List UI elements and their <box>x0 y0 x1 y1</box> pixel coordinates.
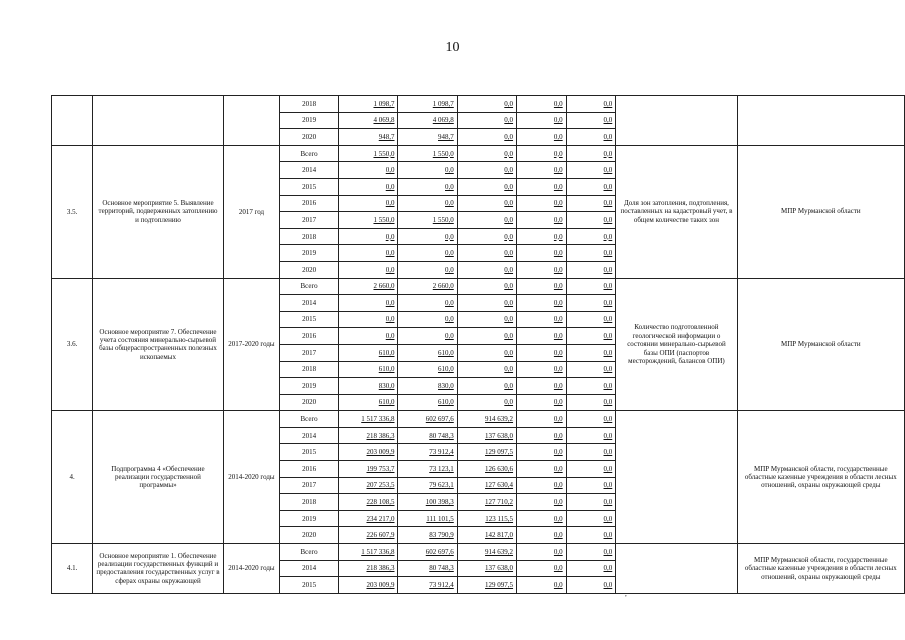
year-cell: 2014 <box>280 427 339 444</box>
total-cell: 1 550,0 <box>338 212 398 229</box>
year-cell: 2020 <box>280 261 339 278</box>
regional-budget-cell: 610,0 <box>398 361 457 378</box>
indicator-cell: Доля зон затопления, подтопления, поставленных на кадастровый учет, в общем количестве таких зон <box>616 145 737 278</box>
table-row <box>52 145 905 162</box>
total-cell: 610,0 <box>338 394 398 411</box>
other-sources-cell: 0,0 <box>566 245 616 262</box>
total-cell: 226 607,9 <box>338 527 398 544</box>
year-cell: 2019 <box>280 378 339 395</box>
regional-budget-cell: 80 748,3 <box>398 560 457 577</box>
local-budget-cell: 0,0 <box>517 328 567 345</box>
program-name <box>93 96 223 146</box>
total-cell: 0,0 <box>338 245 398 262</box>
total-cell: 1 517 336,8 <box>338 411 398 428</box>
row-number: 3.6. <box>52 278 93 411</box>
other-sources-cell: 0,0 <box>566 361 616 378</box>
budget-table-body <box>52 96 905 594</box>
total-cell: 0,0 <box>338 162 398 179</box>
other-sources-cell: 0,0 <box>566 527 616 544</box>
year-cell: Всего <box>280 145 339 162</box>
regional-budget-cell: 1 550,0 <box>398 212 457 229</box>
total-cell: 234 217,0 <box>338 510 398 527</box>
year-cell: 2018 <box>280 228 339 245</box>
regional-budget-cell: 0,0 <box>398 328 457 345</box>
regional-budget-cell: 111 101,5 <box>398 510 457 527</box>
other-sources-cell: 0,0 <box>566 577 616 594</box>
stray-mark: , <box>625 590 627 598</box>
regional-budget-cell: 0,0 <box>398 195 457 212</box>
federal-budget-cell: 142 817,0 <box>457 527 516 544</box>
federal-budget-cell: 0,0 <box>457 212 516 229</box>
regional-budget-cell: 73 912,4 <box>398 577 457 594</box>
local-budget-cell: 0,0 <box>517 544 567 561</box>
program-name: Основное мероприятие 7. Обеспечение учета состояния минерально-сырьевой базы общераспространенных полезных ископаемых <box>93 278 223 411</box>
table-row <box>52 411 905 428</box>
total-cell: 207 253,5 <box>338 477 398 494</box>
year-cell: 2016 <box>280 328 339 345</box>
federal-budget-cell: 0,0 <box>457 261 516 278</box>
local-budget-cell: 0,0 <box>517 510 567 527</box>
implementation-period: 2014-2020 годы <box>223 544 280 594</box>
year-cell: 2020 <box>280 129 339 146</box>
local-budget-cell: 0,0 <box>517 145 567 162</box>
total-cell: 610,0 <box>338 344 398 361</box>
regional-budget-cell: 0,0 <box>398 295 457 312</box>
year-cell: Всего <box>280 544 339 561</box>
total-cell: 0,0 <box>338 195 398 212</box>
year-cell: Всего <box>280 411 339 428</box>
total-cell: 830,0 <box>338 378 398 395</box>
local-budget-cell: 0,0 <box>517 162 567 179</box>
federal-budget-cell: 0,0 <box>457 394 516 411</box>
other-sources-cell: 0,0 <box>566 162 616 179</box>
year-cell: 2014 <box>280 560 339 577</box>
total-cell: 199 753,7 <box>338 461 398 478</box>
year-cell: 2019 <box>280 112 339 129</box>
executor-cell: МПР Мурманской области <box>737 145 904 278</box>
local-budget-cell: 0,0 <box>517 344 567 361</box>
other-sources-cell: 0,0 <box>566 278 616 295</box>
other-sources-cell: 0,0 <box>566 178 616 195</box>
regional-budget-cell: 79 623,1 <box>398 477 457 494</box>
program-name: Основное мероприятие 1. Обеспечение реализации государственных функций и предоставления государственных услуг в сферах охраны окружающей <box>93 544 223 594</box>
total-cell: 1 517 336,8 <box>338 544 398 561</box>
federal-budget-cell: 129 097,5 <box>457 577 516 594</box>
total-cell: 1 550,0 <box>338 145 398 162</box>
implementation-period: 2017-2020 годы <box>223 278 280 411</box>
other-sources-cell: 0,0 <box>566 212 616 229</box>
executor-cell: МПР Мурманской области, государственные областные казенные учреждения в области лесных отношений, охраны окружающей среды <box>737 411 904 544</box>
federal-budget-cell: 129 097,5 <box>457 444 516 461</box>
other-sources-cell: 0,0 <box>566 444 616 461</box>
year-cell: 2015 <box>280 444 339 461</box>
other-sources-cell: 0,0 <box>566 494 616 511</box>
regional-budget-cell: 73 123,1 <box>398 461 457 478</box>
local-budget-cell: 0,0 <box>517 461 567 478</box>
other-sources-cell: 0,0 <box>566 461 616 478</box>
local-budget-cell: 0,0 <box>517 261 567 278</box>
local-budget-cell: 0,0 <box>517 112 567 129</box>
federal-budget-cell: 137 638,0 <box>457 560 516 577</box>
regional-budget-cell: 4 069,8 <box>398 112 457 129</box>
regional-budget-cell: 602 697,6 <box>398 411 457 428</box>
regional-budget-cell: 830,0 <box>398 378 457 395</box>
total-cell: 610,0 <box>338 361 398 378</box>
other-sources-cell: 0,0 <box>566 228 616 245</box>
regional-budget-cell: 0,0 <box>398 311 457 328</box>
local-budget-cell: 0,0 <box>517 577 567 594</box>
year-cell: 2018 <box>280 96 339 113</box>
indicator-cell <box>616 411 737 544</box>
other-sources-cell: 0,0 <box>566 411 616 428</box>
executor-cell: МПР Мурманской области <box>737 278 904 411</box>
regional-budget-cell: 83 790,9 <box>398 527 457 544</box>
local-budget-cell: 0,0 <box>517 178 567 195</box>
federal-budget-cell: 0,0 <box>457 245 516 262</box>
year-cell: 2015 <box>280 577 339 594</box>
federal-budget-cell: 0,0 <box>457 162 516 179</box>
federal-budget-cell: 127 630,4 <box>457 477 516 494</box>
regional-budget-cell: 2 660,0 <box>398 278 457 295</box>
other-sources-cell: 0,0 <box>566 129 616 146</box>
table-row <box>52 278 905 295</box>
year-cell: 2018 <box>280 361 339 378</box>
local-budget-cell: 0,0 <box>517 311 567 328</box>
federal-budget-cell: 0,0 <box>457 361 516 378</box>
federal-budget-cell: 0,0 <box>457 145 516 162</box>
regional-budget-cell: 0,0 <box>398 261 457 278</box>
year-cell: 2014 <box>280 295 339 312</box>
indicator-cell <box>616 96 737 146</box>
local-budget-cell: 0,0 <box>517 560 567 577</box>
regional-budget-cell: 948,7 <box>398 129 457 146</box>
row-number <box>52 96 93 146</box>
other-sources-cell: 0,0 <box>566 112 616 129</box>
local-budget-cell: 0,0 <box>517 195 567 212</box>
year-cell: 2017 <box>280 212 339 229</box>
row-number: 4.1. <box>52 544 93 594</box>
total-cell: 0,0 <box>338 228 398 245</box>
local-budget-cell: 0,0 <box>517 494 567 511</box>
regional-budget-cell: 100 398,3 <box>398 494 457 511</box>
regional-budget-cell: 610,0 <box>398 344 457 361</box>
indicator-cell: Количество подготовленной геологической информации о состоянии минерально-сырьевой базы ОПИ (паспортов месторождений, балансов ОПИ) <box>616 278 737 411</box>
year-cell: 2015 <box>280 311 339 328</box>
other-sources-cell: 0,0 <box>566 311 616 328</box>
regional-budget-cell: 0,0 <box>398 228 457 245</box>
implementation-period: 2017 год <box>223 145 280 278</box>
year-cell: 2017 <box>280 477 339 494</box>
total-cell: 0,0 <box>338 295 398 312</box>
other-sources-cell: 0,0 <box>566 145 616 162</box>
year-cell: 2014 <box>280 162 339 179</box>
executor-cell: МПР Мурманской области, государственные областные казенные учреждения в области лесных отношений, охраны окружающей среды <box>737 544 904 594</box>
federal-budget-cell: 0,0 <box>457 195 516 212</box>
regional-budget-cell: 610,0 <box>398 394 457 411</box>
year-cell: 2016 <box>280 195 339 212</box>
local-budget-cell: 0,0 <box>517 527 567 544</box>
local-budget-cell: 0,0 <box>517 427 567 444</box>
row-number: 3.5. <box>52 145 93 278</box>
federal-budget-cell: 0,0 <box>457 295 516 312</box>
federal-budget-cell: 0,0 <box>457 178 516 195</box>
local-budget-cell: 0,0 <box>517 245 567 262</box>
local-budget-cell: 0,0 <box>517 228 567 245</box>
other-sources-cell: 0,0 <box>566 295 616 312</box>
year-cell: 2016 <box>280 461 339 478</box>
budget-table <box>51 95 905 594</box>
local-budget-cell: 0,0 <box>517 477 567 494</box>
total-cell: 1 098,7 <box>338 96 398 113</box>
regional-budget-cell: 80 748,3 <box>398 427 457 444</box>
local-budget-cell: 0,0 <box>517 394 567 411</box>
total-cell: 948,7 <box>338 129 398 146</box>
other-sources-cell: 0,0 <box>566 477 616 494</box>
other-sources-cell: 0,0 <box>566 394 616 411</box>
year-cell: 2018 <box>280 494 339 511</box>
local-budget-cell: 0,0 <box>517 411 567 428</box>
regional-budget-cell: 73 912,4 <box>398 444 457 461</box>
total-cell: 0,0 <box>338 328 398 345</box>
other-sources-cell: 0,0 <box>566 378 616 395</box>
row-number: 4. <box>52 411 93 544</box>
federal-budget-cell: 0,0 <box>457 278 516 295</box>
local-budget-cell: 0,0 <box>517 278 567 295</box>
regional-budget-cell: 0,0 <box>398 162 457 179</box>
total-cell: 0,0 <box>338 311 398 328</box>
year-cell: 2019 <box>280 245 339 262</box>
federal-budget-cell: 914 639,2 <box>457 544 516 561</box>
federal-budget-cell: 0,0 <box>457 344 516 361</box>
year-cell: 2015 <box>280 178 339 195</box>
total-cell: 2 660,0 <box>338 278 398 295</box>
other-sources-cell: 0,0 <box>566 328 616 345</box>
executor-cell <box>737 96 904 146</box>
federal-budget-cell: 0,0 <box>457 328 516 345</box>
federal-budget-cell: 0,0 <box>457 96 516 113</box>
other-sources-cell: 0,0 <box>566 560 616 577</box>
total-cell: 203 009,9 <box>338 577 398 594</box>
federal-budget-cell: 126 630,6 <box>457 461 516 478</box>
total-cell: 218 386,3 <box>338 427 398 444</box>
table-row <box>52 544 905 561</box>
federal-budget-cell: 0,0 <box>457 378 516 395</box>
year-cell: 2019 <box>280 510 339 527</box>
local-budget-cell: 0,0 <box>517 96 567 113</box>
local-budget-cell: 0,0 <box>517 444 567 461</box>
total-cell: 203 009,9 <box>338 444 398 461</box>
total-cell: 218 386,3 <box>338 560 398 577</box>
federal-budget-cell: 123 115,5 <box>457 510 516 527</box>
regional-budget-cell: 1 098,7 <box>398 96 457 113</box>
total-cell: 0,0 <box>338 261 398 278</box>
other-sources-cell: 0,0 <box>566 344 616 361</box>
total-cell: 4 069,8 <box>338 112 398 129</box>
federal-budget-cell: 0,0 <box>457 228 516 245</box>
regional-budget-cell: 0,0 <box>398 245 457 262</box>
table-row <box>52 96 905 113</box>
other-sources-cell: 0,0 <box>566 261 616 278</box>
other-sources-cell: 0,0 <box>566 96 616 113</box>
year-cell: 2017 <box>280 344 339 361</box>
regional-budget-cell: 0,0 <box>398 178 457 195</box>
implementation-period: 2014-2020 годы <box>223 411 280 544</box>
page-number: 10 <box>445 40 460 55</box>
federal-budget-cell: 914 639,2 <box>457 411 516 428</box>
other-sources-cell: 0,0 <box>566 195 616 212</box>
other-sources-cell: 0,0 <box>566 544 616 561</box>
local-budget-cell: 0,0 <box>517 378 567 395</box>
total-cell: 228 108,5 <box>338 494 398 511</box>
local-budget-cell: 0,0 <box>517 361 567 378</box>
year-cell: Всего <box>280 278 339 295</box>
regional-budget-cell: 602 697,6 <box>398 544 457 561</box>
year-cell: 2020 <box>280 394 339 411</box>
federal-budget-cell: 0,0 <box>457 129 516 146</box>
indicator-cell <box>616 544 737 594</box>
federal-budget-cell: 127 710,2 <box>457 494 516 511</box>
other-sources-cell: 0,0 <box>566 510 616 527</box>
local-budget-cell: 0,0 <box>517 129 567 146</box>
year-cell: 2020 <box>280 527 339 544</box>
implementation-period <box>223 96 280 146</box>
federal-budget-cell: 0,0 <box>457 311 516 328</box>
federal-budget-cell: 137 638,0 <box>457 427 516 444</box>
local-budget-cell: 0,0 <box>517 295 567 312</box>
program-name: Подпрограмма 4 «Обеспечение реализации государственной программы» <box>93 411 223 544</box>
local-budget-cell: 0,0 <box>517 212 567 229</box>
regional-budget-cell: 1 550,0 <box>398 145 457 162</box>
federal-budget-cell: 0,0 <box>457 112 516 129</box>
program-name: Основное мероприятие 5. Выявление территорий, подверженных затоплению и подтоплению <box>93 145 223 278</box>
other-sources-cell: 0,0 <box>566 427 616 444</box>
total-cell: 0,0 <box>338 178 398 195</box>
